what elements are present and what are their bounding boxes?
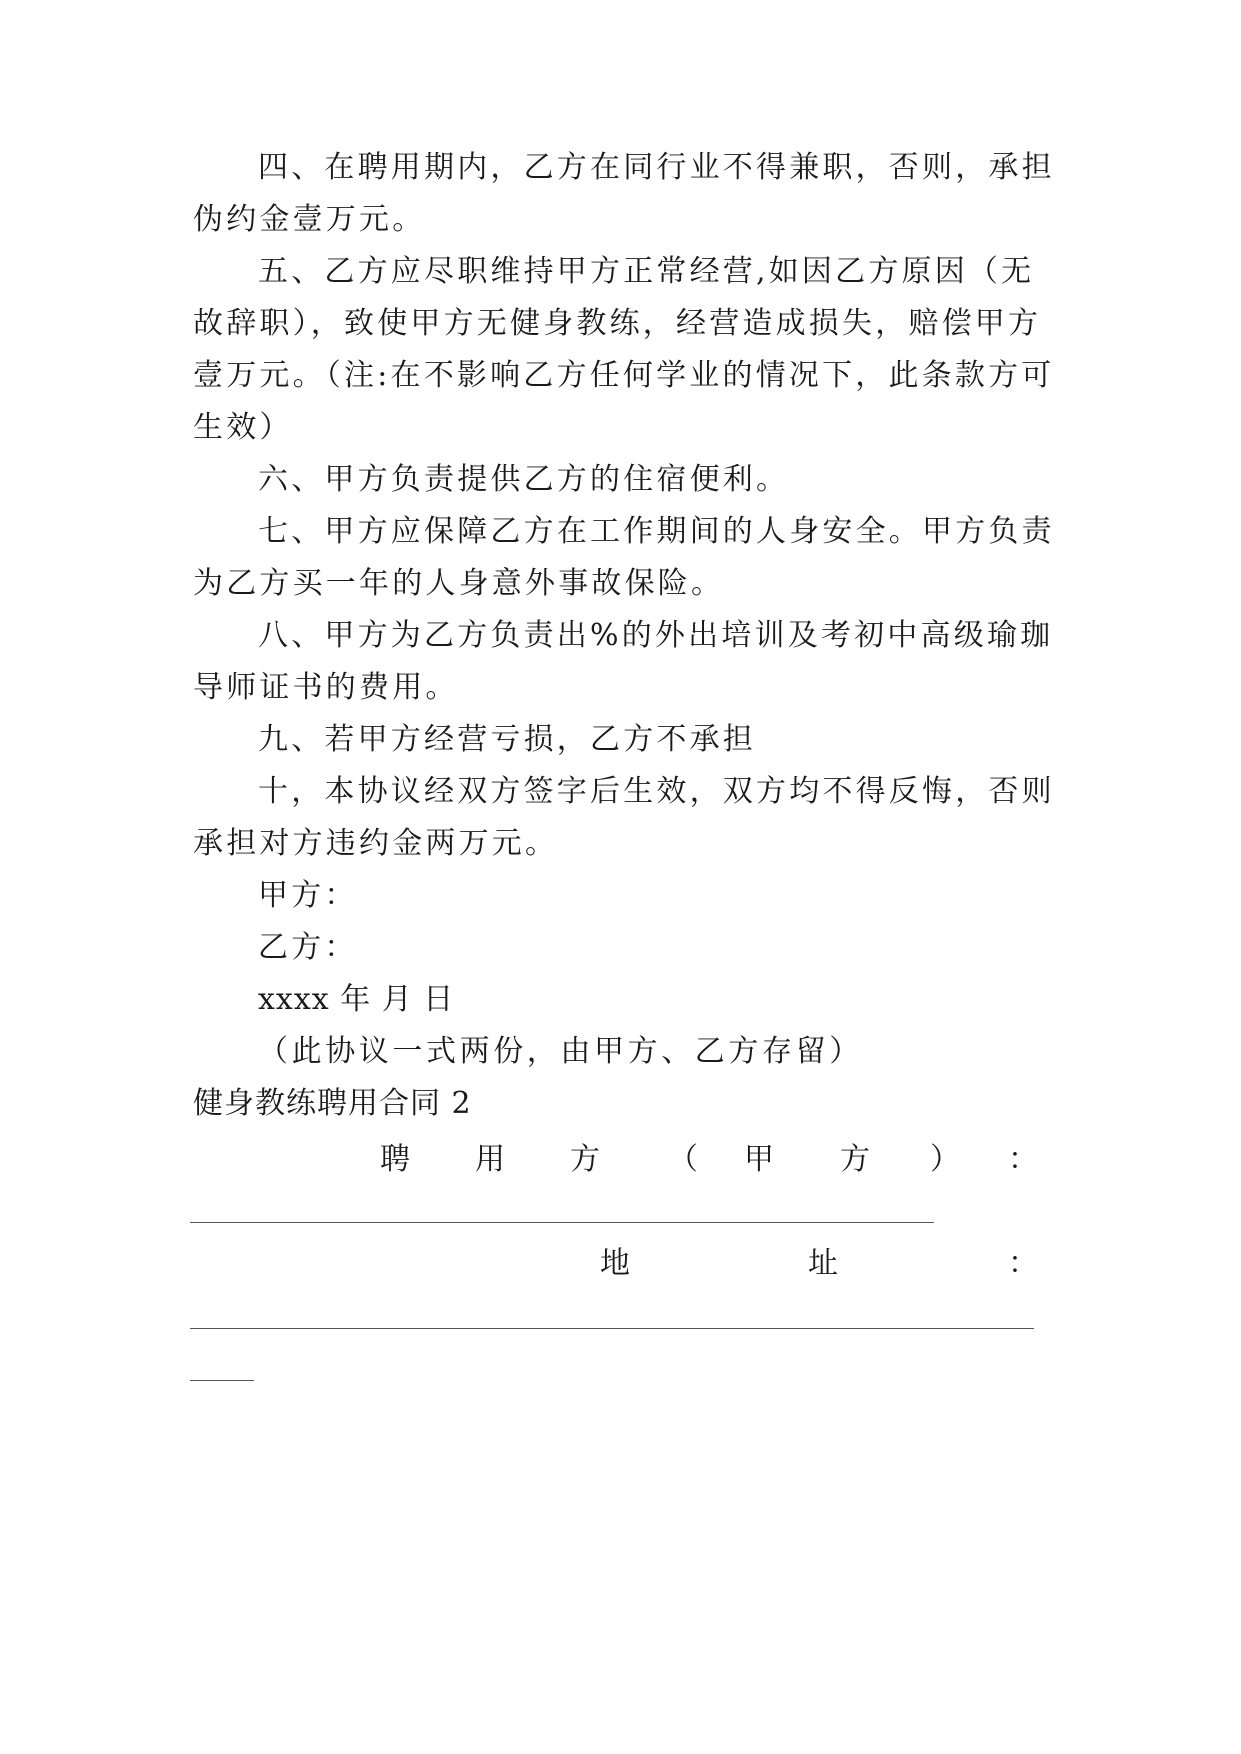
clause-4-line-2: 伪约金壹万元。 — [193, 202, 426, 237]
employer-label-char: 方 — [570, 1142, 600, 1177]
party-a-signature: 甲方： — [258, 878, 358, 913]
copies-note: （此协议一式两份，由甲方、乙方存留） — [258, 1034, 863, 1069]
address-label-char: 址 — [808, 1246, 838, 1281]
contract-2-title: 健身教练聘用合同 2 — [193, 1086, 472, 1121]
employer-label-char: 聘 — [380, 1142, 410, 1177]
clause-5-line-2: 故辞职），致使甲方无健身教练，经营造成损失，赔偿甲方 — [193, 306, 1042, 341]
address-fill-line-continuation — [190, 1380, 254, 1381]
signing-date: xxxx 年 月 日 — [258, 982, 455, 1017]
clause-7-line-2: 为乙方买一年的人身意外事故保险。 — [193, 566, 725, 601]
employer-label-char: （ — [668, 1142, 698, 1177]
address-label-char: 地 — [600, 1246, 630, 1281]
employer-label-char: 方 — [840, 1142, 870, 1177]
address-label-char: ： — [1008, 1246, 1038, 1281]
employer-label-char: 甲 — [744, 1142, 774, 1177]
clause-7-line-1: 七、甲方应保障乙方在工作期间的人身安全。甲方负责 — [258, 514, 1055, 549]
address-fill-line — [190, 1328, 1034, 1329]
clause-4-line-1: 四、在聘用期内，乙方在同行业不得兼职，否则，承担 — [258, 150, 1055, 185]
clause-5-line-1: 五、乙方应尽职维持甲方正常经营,如因乙方原因（无 — [258, 254, 1035, 289]
employer-label-char: 用 — [475, 1142, 505, 1177]
clause-8-line-2: 导师证书的费用。 — [193, 670, 459, 705]
clause-6: 六、甲方负责提供乙方的住宿便利。 — [258, 462, 790, 497]
clause-5-line-3: 壹万元。（注:在不影响乙方任何学业的情况下，此条款方可 — [193, 358, 1055, 393]
clause-8-line-1: 八、甲方为乙方负责出%的外出培训及考初中高级瑜珈 — [258, 618, 1054, 653]
clause-10-line-1: 十，本协议经双方签字后生效，双方均不得反悔，否则 — [258, 774, 1055, 809]
clause-5-line-4: 生效） — [193, 410, 293, 445]
clause-9: 九、若甲方经营亏损，乙方不承担 — [258, 722, 756, 757]
party-b-signature: 乙方： — [258, 930, 358, 965]
clause-10-line-2: 承担对方违约金两万元。 — [193, 826, 559, 861]
employer-fill-line — [190, 1222, 934, 1223]
employer-label-char: ： — [1008, 1142, 1038, 1177]
employer-label-char: ） — [930, 1142, 960, 1177]
